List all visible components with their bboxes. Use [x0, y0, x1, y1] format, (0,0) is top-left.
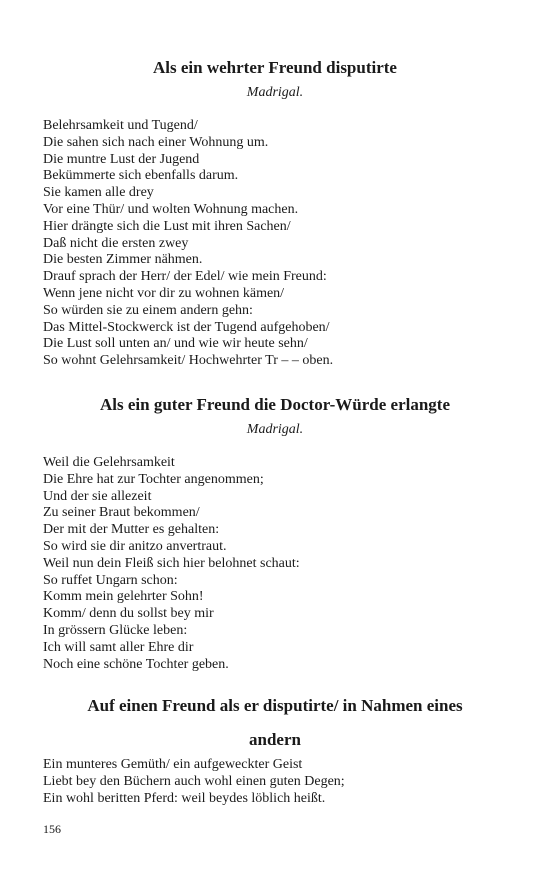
poem-line: So wird sie dir anitzo anvertraut. [43, 538, 227, 554]
poem-line: Liebt bey den Büchern auch wohl einen guten Degen; [43, 773, 345, 789]
poem-line: Zu seiner Braut bekommen/ [43, 505, 200, 521]
poem-1-title: Als ein wehrter Freund disputirte [153, 58, 397, 77]
poem-line: Und der sie allezeit [43, 488, 152, 504]
poem-line: Die sahen sich nach einer Wohnung um. [43, 134, 269, 150]
poem-line: Die Lust soll unten an/ und wie wir heute sehn/ [43, 336, 308, 352]
poem-line: Daß nicht die ersten zwey [43, 235, 189, 251]
poem-2-subtitle: Madrigal. [246, 422, 304, 437]
poem-line: Wenn jene nicht vor dir zu wohnen kämen/ [43, 285, 285, 301]
poem-line: Der mit der Mutter es gehalten: [43, 522, 220, 538]
poem-line: Sie kamen alle drey [43, 185, 154, 201]
poem-line: Weil die Gelehrsamkeit [43, 455, 175, 470]
poem-line: Belehrsamkeit und Tugend/ [43, 118, 198, 133]
poem-line: Drauf sprach der Herr/ der Edel/ wie mein Freund: [43, 269, 327, 285]
poem-line: Vor eine Thür/ und wolten Wohnung machen. [43, 201, 299, 217]
poem-3-lines [43, 757, 513, 807]
poem-line: Die muntre Lust der Jugend [43, 151, 200, 167]
poem-line: Ein wohl beritten Pferd: weil beydes löblich heißt. [43, 790, 326, 806]
poem-line: In grössern Glücke leben: [43, 622, 188, 638]
poem-3-title-line-1: Auf einen Freund als er disputirte/ in Nahmen eines [87, 696, 463, 715]
poem-line: Hier drängte sich die Lust mit ihren Sachen/ [43, 218, 291, 234]
poem-3-title-line-2: andern [249, 730, 301, 749]
poem-1-subtitle: Madrigal. [246, 85, 304, 100]
poem-line: Die besten Zimmer nähmen. [43, 252, 203, 268]
poem-line: Komm/ denn du sollst bey mir [43, 606, 214, 622]
poem-line: Die Ehre hat zur Tochter angenommen; [43, 471, 264, 487]
poem-line: Bekümmerte sich ebenfalls darum. [43, 168, 239, 184]
poem-line: So wohnt Gelehrsamkeit/ Hochwehrter Tr – – oben. [43, 353, 334, 369]
poem-line: Komm mein gelehrter Sohn! [43, 589, 204, 605]
page-number: 156 [43, 822, 61, 836]
poem-2-lines [43, 455, 513, 673]
poem-1-lines [43, 118, 513, 370]
poem-line: Weil nun dein Fleiß sich hier belohnet schaut: [43, 555, 300, 571]
poem-2-title: Als ein guter Freund die Doctor-Würde erlangte [99, 395, 451, 414]
poem-line: Ein munteres Gemüth/ ein aufgeweckter Geist [43, 757, 303, 772]
poem-line: So würden sie zu einem andern gehn: [43, 302, 253, 318]
poem-line: So ruffet Ungarn schon: [43, 572, 178, 588]
poem-line: Noch eine schöne Tochter geben. [43, 656, 229, 672]
poem-line: Das Mittel-Stockwerck ist der Tugend aufgehoben/ [43, 319, 330, 335]
poem-line: Ich will samt aller Ehre dir [43, 639, 194, 655]
